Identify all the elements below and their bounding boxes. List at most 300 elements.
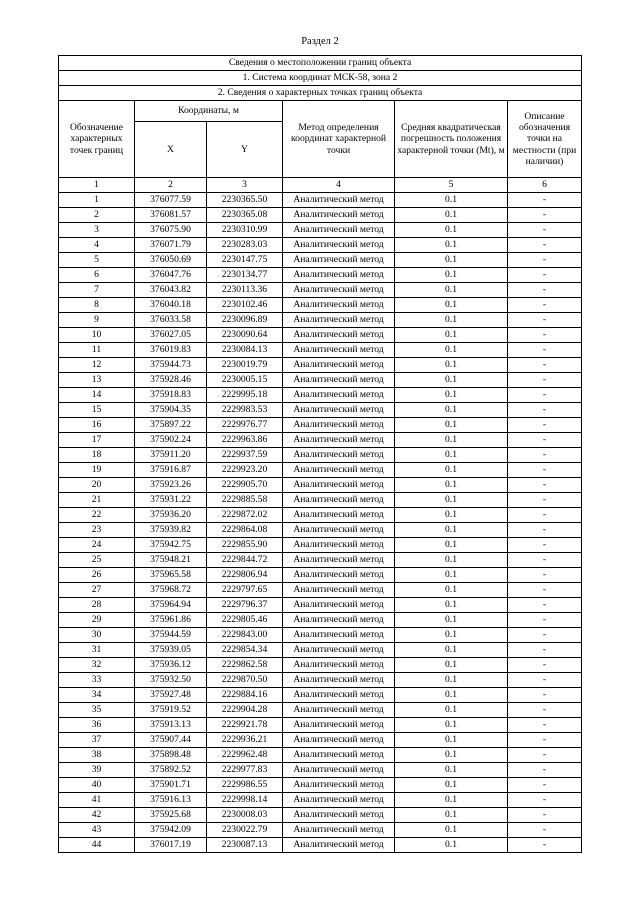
method-cell: Аналитический метод [283, 208, 395, 223]
point-number: 10 [59, 328, 135, 343]
coordinate-system: 1. Система координат МСК-58, зона 2 [59, 71, 582, 86]
coord-x: 376040.18 [135, 298, 207, 313]
description-cell: - [508, 823, 582, 838]
error-cell: 0.1 [395, 838, 508, 853]
description-cell: - [508, 508, 582, 523]
error-cell: 0.1 [395, 418, 508, 433]
error-cell: 0.1 [395, 658, 508, 673]
error-cell: 0.1 [395, 223, 508, 238]
error-cell: 0.1 [395, 763, 508, 778]
coord-y: 2229995.18 [207, 388, 283, 403]
description-cell: - [508, 763, 582, 778]
point-number: 19 [59, 463, 135, 478]
point-number: 5 [59, 253, 135, 268]
point-number: 14 [59, 388, 135, 403]
coord-y: 2230365.50 [207, 193, 283, 208]
description-cell: - [508, 688, 582, 703]
coord-y: 2229976.77 [207, 418, 283, 433]
method-cell: Аналитический метод [283, 808, 395, 823]
coord-x: 375913.13 [135, 718, 207, 733]
point-number: 25 [59, 553, 135, 568]
header-coordinates: Координаты, м [135, 101, 283, 122]
coord-y: 2229862.58 [207, 658, 283, 673]
coord-y: 2230096.89 [207, 313, 283, 328]
coord-x: 375925.68 [135, 808, 207, 823]
coord-y: 2229864.08 [207, 523, 283, 538]
coord-x: 375965.58 [135, 568, 207, 583]
coord-y: 2229796.37 [207, 598, 283, 613]
error-cell: 0.1 [395, 448, 508, 463]
method-cell: Аналитический метод [283, 598, 395, 613]
coord-y: 2230087.13 [207, 838, 283, 853]
coord-x: 375916.13 [135, 793, 207, 808]
error-cell: 0.1 [395, 358, 508, 373]
coord-x: 375932.50 [135, 673, 207, 688]
header-point-designation: Обозначение характерных точек границ [59, 101, 135, 178]
coord-y: 2229936.21 [207, 733, 283, 748]
description-cell: - [508, 748, 582, 763]
header-error: Средняя квадратическая погрешность положения характерной точки (Mt), м [395, 101, 508, 178]
method-cell: Аналитический метод [283, 478, 395, 493]
description-cell: - [508, 673, 582, 688]
coord-x: 375961.86 [135, 613, 207, 628]
point-number: 13 [59, 373, 135, 388]
description-cell: - [508, 328, 582, 343]
coord-y: 2229963.86 [207, 433, 283, 448]
table-row [59, 643, 582, 658]
coord-x: 375919.52 [135, 703, 207, 718]
coord-y: 2229872.02 [207, 508, 283, 523]
description-cell: - [508, 193, 582, 208]
coord-x: 376050.69 [135, 253, 207, 268]
coord-x: 376077.59 [135, 193, 207, 208]
point-number: 41 [59, 793, 135, 808]
table-row [59, 283, 582, 298]
error-cell: 0.1 [395, 718, 508, 733]
point-number: 39 [59, 763, 135, 778]
description-cell: - [508, 658, 582, 673]
error-cell: 0.1 [395, 283, 508, 298]
method-cell: Аналитический метод [283, 613, 395, 628]
method-cell: Аналитический метод [283, 568, 395, 583]
error-cell: 0.1 [395, 433, 508, 448]
table-row [59, 703, 582, 718]
description-cell: - [508, 373, 582, 388]
error-cell: 0.1 [395, 373, 508, 388]
error-cell: 0.1 [395, 733, 508, 748]
method-cell: Аналитический метод [283, 778, 395, 793]
error-cell: 0.1 [395, 313, 508, 328]
table-row [59, 238, 582, 253]
description-cell: - [508, 643, 582, 658]
description-cell: - [508, 598, 582, 613]
table-row [59, 193, 582, 208]
table-row [59, 253, 582, 268]
point-number: 37 [59, 733, 135, 748]
point-number: 23 [59, 523, 135, 538]
table-row [59, 388, 582, 403]
method-cell: Аналитический метод [283, 493, 395, 508]
point-number: 9 [59, 313, 135, 328]
coord-x: 375944.73 [135, 358, 207, 373]
coord-y: 2229797.65 [207, 583, 283, 598]
coord-x: 375968.72 [135, 583, 207, 598]
coord-x: 375942.75 [135, 538, 207, 553]
column-number: 6 [508, 178, 582, 193]
coord-x: 375931.22 [135, 493, 207, 508]
error-cell: 0.1 [395, 403, 508, 418]
method-cell: Аналитический метод [283, 793, 395, 808]
coord-x: 375948.21 [135, 553, 207, 568]
description-cell: - [508, 778, 582, 793]
coord-x: 375898.48 [135, 748, 207, 763]
coord-x: 375927.48 [135, 688, 207, 703]
point-number: 22 [59, 508, 135, 523]
coord-x: 375923.26 [135, 478, 207, 493]
coord-y: 2230134.77 [207, 268, 283, 283]
description-cell: - [508, 223, 582, 238]
point-number: 36 [59, 718, 135, 733]
table-row [59, 343, 582, 358]
table-row [59, 778, 582, 793]
description-cell: - [508, 298, 582, 313]
coord-y: 2230113.36 [207, 283, 283, 298]
table-row [59, 808, 582, 823]
table-row [59, 673, 582, 688]
coord-y: 2229921.78 [207, 718, 283, 733]
point-number: 20 [59, 478, 135, 493]
coord-x: 375902.24 [135, 433, 207, 448]
coord-x: 376043.82 [135, 283, 207, 298]
description-cell: - [508, 268, 582, 283]
method-cell: Аналитический метод [283, 838, 395, 853]
coord-x: 375928.46 [135, 373, 207, 388]
table-row [59, 403, 582, 418]
method-cell: Аналитический метод [283, 733, 395, 748]
coord-x: 376047.76 [135, 268, 207, 283]
coord-y: 2230365.08 [207, 208, 283, 223]
method-cell: Аналитический метод [283, 343, 395, 358]
table-row [59, 478, 582, 493]
method-cell: Аналитический метод [283, 703, 395, 718]
coord-x: 375904.35 [135, 403, 207, 418]
table-row [59, 583, 582, 598]
table-row [59, 568, 582, 583]
coord-y: 2230022.79 [207, 823, 283, 838]
point-number: 27 [59, 583, 135, 598]
method-cell: Аналитический метод [283, 628, 395, 643]
error-cell: 0.1 [395, 688, 508, 703]
table-row [59, 748, 582, 763]
point-number: 44 [59, 838, 135, 853]
coord-y: 2229843.00 [207, 628, 283, 643]
table-row [59, 553, 582, 568]
coord-x: 376071.79 [135, 238, 207, 253]
coord-y: 2229977.83 [207, 763, 283, 778]
error-cell: 0.1 [395, 478, 508, 493]
point-number: 16 [59, 418, 135, 433]
table-row [59, 298, 582, 313]
method-cell: Аналитический метод [283, 313, 395, 328]
coord-y: 2230310.99 [207, 223, 283, 238]
method-cell: Аналитический метод [283, 658, 395, 673]
table-row [59, 733, 582, 748]
error-cell: 0.1 [395, 613, 508, 628]
coord-y: 2229962.48 [207, 748, 283, 763]
coord-x: 375901.71 [135, 778, 207, 793]
method-cell: Аналитический метод [283, 688, 395, 703]
table-row [59, 628, 582, 643]
table-row [59, 613, 582, 628]
method-cell: Аналитический метод [283, 763, 395, 778]
description-cell: - [508, 283, 582, 298]
coord-x: 375907.44 [135, 733, 207, 748]
coord-x: 376027.05 [135, 328, 207, 343]
point-number: 15 [59, 403, 135, 418]
method-cell: Аналитический метод [283, 193, 395, 208]
point-number: 12 [59, 358, 135, 373]
header-description: Описание обозначения точки на местности (при наличии) [508, 101, 582, 178]
point-number: 6 [59, 268, 135, 283]
table-row [59, 418, 582, 433]
point-number: 4 [59, 238, 135, 253]
table-row [59, 508, 582, 523]
point-number: 26 [59, 568, 135, 583]
coord-y: 2230005.15 [207, 373, 283, 388]
coord-x: 375916.87 [135, 463, 207, 478]
coord-y: 2229870.50 [207, 673, 283, 688]
error-cell: 0.1 [395, 808, 508, 823]
error-cell: 0.1 [395, 388, 508, 403]
table-row [59, 688, 582, 703]
point-number: 8 [59, 298, 135, 313]
table-row [59, 598, 582, 613]
method-cell: Аналитический метод [283, 523, 395, 538]
coord-x: 376075.90 [135, 223, 207, 238]
coord-y: 2229923.20 [207, 463, 283, 478]
table-row [59, 223, 582, 238]
error-cell: 0.1 [395, 508, 508, 523]
coord-x: 376081.57 [135, 208, 207, 223]
table-row [59, 268, 582, 283]
error-cell: 0.1 [395, 823, 508, 838]
method-cell: Аналитический метод [283, 433, 395, 448]
header-y: Y [207, 122, 283, 178]
method-cell: Аналитический метод [283, 298, 395, 313]
method-cell: Аналитический метод [283, 283, 395, 298]
description-cell: - [508, 538, 582, 553]
error-cell: 0.1 [395, 673, 508, 688]
method-cell: Аналитический метод [283, 388, 395, 403]
coord-y: 2229998.14 [207, 793, 283, 808]
coord-x: 376019.83 [135, 343, 207, 358]
table-row [59, 823, 582, 838]
error-cell: 0.1 [395, 238, 508, 253]
coord-x: 375936.20 [135, 508, 207, 523]
error-cell: 0.1 [395, 778, 508, 793]
description-cell: - [508, 388, 582, 403]
point-number: 33 [59, 673, 135, 688]
point-number: 3 [59, 223, 135, 238]
error-cell: 0.1 [395, 298, 508, 313]
table-title: Сведения о местоположении границ объекта [59, 56, 582, 71]
point-number: 7 [59, 283, 135, 298]
coord-y: 2230102.46 [207, 298, 283, 313]
method-cell: Аналитический метод [283, 253, 395, 268]
coord-y: 2229885.58 [207, 493, 283, 508]
description-cell: - [508, 703, 582, 718]
error-cell: 0.1 [395, 568, 508, 583]
description-cell: - [508, 238, 582, 253]
point-number: 32 [59, 658, 135, 673]
error-cell: 0.1 [395, 643, 508, 658]
error-cell: 0.1 [395, 208, 508, 223]
description-cell: - [508, 433, 582, 448]
description-cell: - [508, 343, 582, 358]
column-number: 5 [395, 178, 508, 193]
description-cell: - [508, 793, 582, 808]
method-cell: Аналитический метод [283, 448, 395, 463]
coord-y: 2229884.16 [207, 688, 283, 703]
table-row [59, 763, 582, 778]
description-cell: - [508, 808, 582, 823]
point-number: 28 [59, 598, 135, 613]
table-row [59, 523, 582, 538]
point-number: 1 [59, 193, 135, 208]
method-cell: Аналитический метод [283, 553, 395, 568]
section-label: Раздел 2 [301, 36, 339, 47]
coord-y: 2230084.13 [207, 343, 283, 358]
description-cell: - [508, 463, 582, 478]
description-cell: - [508, 553, 582, 568]
error-cell: 0.1 [395, 793, 508, 808]
point-number: 38 [59, 748, 135, 763]
method-cell: Аналитический метод [283, 538, 395, 553]
description-cell: - [508, 838, 582, 853]
table-row [59, 328, 582, 343]
method-cell: Аналитический метод [283, 673, 395, 688]
coord-x: 375964.94 [135, 598, 207, 613]
method-cell: Аналитический метод [283, 373, 395, 388]
error-cell: 0.1 [395, 703, 508, 718]
table-row [59, 373, 582, 388]
coord-y: 2230090.64 [207, 328, 283, 343]
description-cell: - [508, 733, 582, 748]
description-cell: - [508, 568, 582, 583]
method-cell: Аналитический метод [283, 418, 395, 433]
table-row [59, 538, 582, 553]
description-cell: - [508, 448, 582, 463]
method-cell: Аналитический метод [283, 643, 395, 658]
method-cell: Аналитический метод [283, 268, 395, 283]
coord-y: 2229806.94 [207, 568, 283, 583]
point-number: 34 [59, 688, 135, 703]
error-cell: 0.1 [395, 193, 508, 208]
point-number: 17 [59, 433, 135, 448]
point-number: 24 [59, 538, 135, 553]
method-cell: Аналитический метод [283, 358, 395, 373]
column-number: 4 [283, 178, 395, 193]
point-number: 11 [59, 343, 135, 358]
coord-y: 2230008.03 [207, 808, 283, 823]
table-row [59, 493, 582, 508]
table-row [59, 793, 582, 808]
point-number: 30 [59, 628, 135, 643]
header-x: X [135, 122, 207, 178]
error-cell: 0.1 [395, 463, 508, 478]
description-cell: - [508, 493, 582, 508]
method-cell: Аналитический метод [283, 583, 395, 598]
coord-y: 2229844.72 [207, 553, 283, 568]
method-cell: Аналитический метод [283, 238, 395, 253]
error-cell: 0.1 [395, 628, 508, 643]
point-number: 29 [59, 613, 135, 628]
method-cell: Аналитический метод [283, 463, 395, 478]
error-cell: 0.1 [395, 538, 508, 553]
point-number: 31 [59, 643, 135, 658]
description-cell: - [508, 613, 582, 628]
table-row [59, 433, 582, 448]
error-cell: 0.1 [395, 523, 508, 538]
coord-x: 375944.59 [135, 628, 207, 643]
point-number: 40 [59, 778, 135, 793]
point-number: 42 [59, 808, 135, 823]
coord-x: 375918.83 [135, 388, 207, 403]
method-cell: Аналитический метод [283, 508, 395, 523]
point-number: 43 [59, 823, 135, 838]
header-method: Метод определения координат характерной точки [283, 101, 395, 178]
point-number: 35 [59, 703, 135, 718]
coord-x: 376017.19 [135, 838, 207, 853]
description-cell: - [508, 403, 582, 418]
coord-y: 2229905.70 [207, 478, 283, 493]
method-cell: Аналитический метод [283, 748, 395, 763]
table-row [59, 358, 582, 373]
description-cell: - [508, 718, 582, 733]
column-number: 2 [135, 178, 207, 193]
coord-x: 375897.22 [135, 418, 207, 433]
points-section-title: 2. Сведения о характерных точках границ объекта [59, 86, 582, 101]
point-number: 21 [59, 493, 135, 508]
error-cell: 0.1 [395, 268, 508, 283]
coord-x: 375939.05 [135, 643, 207, 658]
coord-x: 376033.58 [135, 313, 207, 328]
error-cell: 0.1 [395, 553, 508, 568]
method-cell: Аналитический метод [283, 718, 395, 733]
error-cell: 0.1 [395, 253, 508, 268]
column-number: 1 [59, 178, 135, 193]
description-cell: - [508, 418, 582, 433]
coord-y: 2229937.59 [207, 448, 283, 463]
coord-x: 375942.09 [135, 823, 207, 838]
error-cell: 0.1 [395, 343, 508, 358]
coord-y: 2229805.46 [207, 613, 283, 628]
table-row [59, 718, 582, 733]
table-row [59, 208, 582, 223]
table-row [59, 838, 582, 853]
column-number: 3 [207, 178, 283, 193]
table-row [59, 658, 582, 673]
description-cell: - [508, 523, 582, 538]
coord-x: 375936.12 [135, 658, 207, 673]
coord-y: 2229986.55 [207, 778, 283, 793]
description-cell: - [508, 253, 582, 268]
coord-x: 375892.52 [135, 763, 207, 778]
description-cell: - [508, 583, 582, 598]
coord-y: 2230019.79 [207, 358, 283, 373]
description-cell: - [508, 313, 582, 328]
method-cell: Аналитический метод [283, 328, 395, 343]
